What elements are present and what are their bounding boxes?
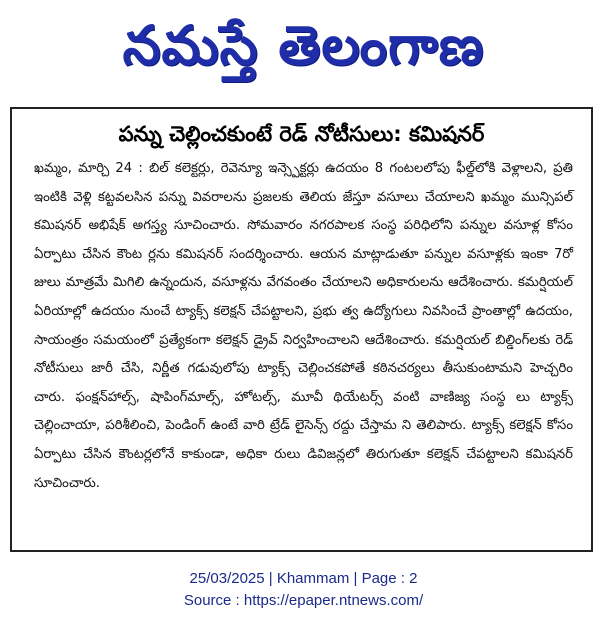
- article-clipping: [10, 107, 593, 552]
- newspaper-masthead: నమస్తే తెలంగాణ: [122, 14, 485, 77]
- article-body: ఖమ్మం, మార్చి 24 : బిల్ కలెక్టర్లు, రెవెన్యూ ఇన్స్పెక్టర్లు ఉదయం 8 గంటలలోపు ఫీల్డ్‌లోకి వెళ్లాలని, ప్రతి ఇంటికి వెళ్లి కట్టవలసిన పన్ను వివరాలను ప్రజలకు తెలియ జేస్తూ వసూలు చేయాలని ఖమ్మం మున్సిపల్ కమిషనర్ అభిషేక్ అగస్త్య సూచించారు. సోమవారం నగరపాలక సంస్థ పరిధిలోని పన్నుల వసూళ్ల కోసం ఏర్పాటు చేసిన కౌంట ర్లను కమిషనర్ సందర్శించారు. ఆయన మాట్లాడుతూ పన్నుల వసూళ్లకు ఇంకా 7రో జులు మాత్రమే మిగిలి ఉన్నందున, వసూళ్లను వేగవంతం చేయాలని అధికారులను ఆదేశించారు. కమర్షియల్ ఏరియాల్లో ఉదయం నుంచే ట్యాక్స్ కలెక్షన్ చేపట్టాలని, ప్రభు త్వ ఉద్యోగులు నివసించే ప్రాంతాల్లో ఉదయం, సాయంత్రం సమయంలో ప్రత్యేకంగా కలెక్షన్ డ్రైవ్ నిర్వహించాలని ఆదేశించారు. కమర్షియల్ బిల్డింగ్‌లకు రెడ్ నోటీసులు జారీ చేసి, నిర్ణీత గడువులోపు ట్యాక్స్ చెల్లించకపోతే కఠినచర్యలు తీసుకుంటామని హెచ్చరిం చారు. ఫంక్షన్‌హాల్స్, షాపింగ్‌మాల్స్, హోటల్స్, మూవీ థియేటర్స్ వంటి వాణిజ్య సంస్థ లు ట్యాక్స్ చెల్లించాయా, పరిశీలించి, పెండింగ్ ఉంటే వారి ట్రేడ్ లైసెన్స్ రద్దు చేస్తామ ని తెలిపారు. ట్యాక్స్ కలెక్షన్ కోసం ఏర్పాటు చేసిన కౌంటర్లలోనే కాకుండా, అధికా రులు డివిజన్లలో తిరుగుతూ కలెక్షన్ చేపట్టాలని కమిషనర్ సూచించారు.: [34, 161, 573, 491]
- article-headline: పన్ను చెల్లించకుంటే రెడ్ నోటీసులు: కమిషనర్: [118, 122, 485, 146]
- edition-info: 25/03/2025 | Khammam | Page : 2: [189, 570, 418, 587]
- source-link: Source : https://epaper.ntnews.com/: [183, 592, 424, 609]
- clipping-footer: [0, 568, 607, 612]
